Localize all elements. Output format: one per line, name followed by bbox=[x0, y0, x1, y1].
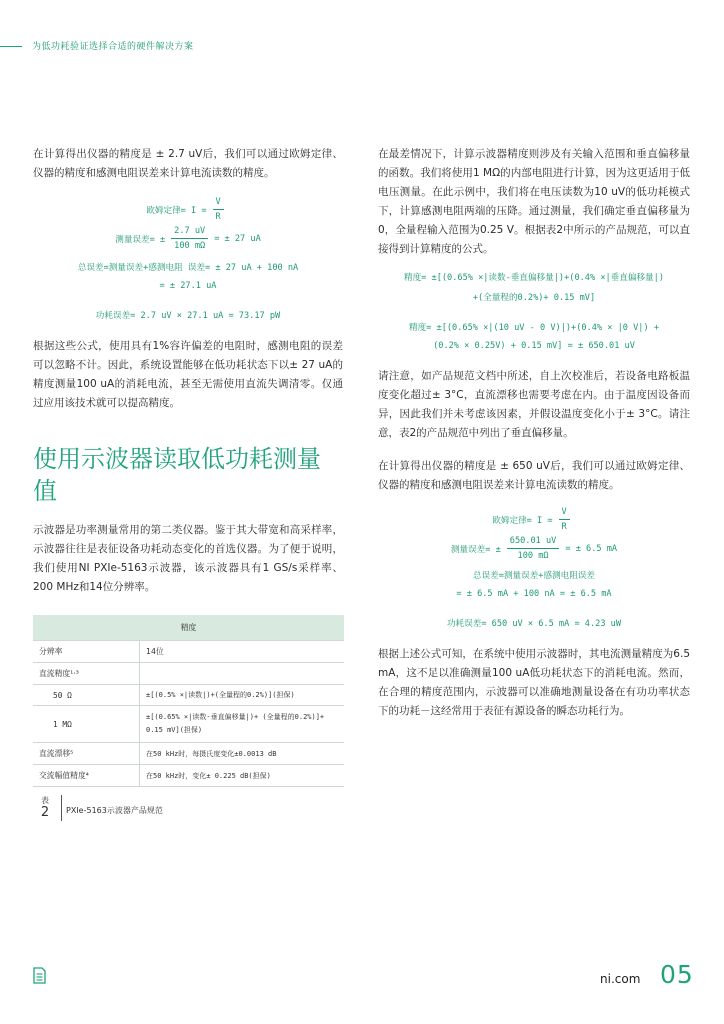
table-row bbox=[33, 706, 344, 743]
ohms-law-label: 欧姆定律= I = bbox=[492, 515, 553, 526]
right-paragraph-2: 请注意，如产品规范文档中所述，自上次校准后，若设备电路板温度变化超过± 3°C，直流漂移也需要考虑在内。由于温度因设备而异，因此我们并未考虑该因素，并假设温度变化小于± 3°C。请注意，表2的产品规范中列出了垂直偏移量。 bbox=[378, 370, 690, 439]
table-row bbox=[33, 641, 344, 663]
table-cell-key: 直流漂移⁵ bbox=[33, 743, 140, 765]
right-paragraph-1: 在最差情况下，计算示波器精度则涉及有关输入范围和垂直偏移量的函数。我们将使用1 MΩ的内部电阻进行计算，因为这更适用于低电压测量。在此示例中，我们将在电压读数为10 uV的低功耗模式下，计算感测电阻两端的压降。通过测量，我们确定垂直偏移量为0，全量程输入范围为0.25 V。根据表2中所示的产品规范，可以直接得到计算精度的公式。 bbox=[378, 148, 690, 255]
power-error-equation: 功耗误差= 2.7 uV × 27.1 uA = 73.17 pW bbox=[95, 311, 281, 321]
left-column bbox=[33, 145, 343, 821]
left-paragraph-2: 根据这些公式，使用具有1%容许偏差的电阻时，感测电阻的误差可以忽略不计。因此，系统设置能够在低功耗状态下以± 27 uA的精度测量100 uA的消耗电流，甚至无需使用直流失调清零。仅通过应用该技术就可以提高精度。 bbox=[33, 340, 343, 409]
left-paragraph-1: 在计算得出仪器的精度是 ± 2.7 uV后，我们可以通过欧姆定律、仪器的精度和感测电阻误差来计算电流读数的精度。 bbox=[33, 148, 343, 179]
right-column bbox=[378, 145, 690, 721]
table-row bbox=[33, 765, 344, 787]
table-cell-key: 50 Ω bbox=[33, 685, 140, 706]
table-caption bbox=[33, 795, 343, 821]
measurement-error-label: 测量误差= ± bbox=[450, 544, 501, 555]
caption-divider bbox=[61, 795, 62, 821]
spec-table-header-row bbox=[33, 615, 344, 641]
caption-text: PXIe-5163示波器产品规范 bbox=[66, 806, 163, 815]
right-paragraph-3: 在计算得出仪器的精度是 ± 650 uV后，我们可以通过欧姆定律、仪器的精度和感测电阻误差来计算电流读数的精度。 bbox=[378, 460, 690, 491]
table-cell-key: 直流精度¹·³ bbox=[33, 663, 140, 685]
table-cell-key: 分辨率 bbox=[33, 641, 140, 663]
total-error-line-1: 总误差=测量误差+感测电阻误差 bbox=[472, 571, 596, 581]
header-rule bbox=[0, 46, 22, 47]
power-error-equation: 功耗误差= 650 uV × 6.5 mA = 4.23 uW bbox=[446, 619, 622, 629]
measurement-error-numerator: 2.7 uV bbox=[171, 226, 208, 239]
table-cell-value: 14位 bbox=[140, 641, 345, 663]
table-row bbox=[33, 685, 344, 706]
table-cell-key: 交流幅值精度⁴ bbox=[33, 765, 140, 787]
table-cell-value: ±[(0.5% ×|读数|)+(全量程的0.2%)](担保) bbox=[140, 685, 345, 706]
section-heading: 使用示波器读取低功耗测量值 bbox=[33, 445, 321, 505]
total-error-line-2: = ± 27.1 uA bbox=[159, 281, 217, 291]
right-paragraph-4: 根据上述公式可知，在系统中使用示波器时，其电流测量精度为6.5 mA，这不足以准确测量100 uA低功耗状态下的消耗电流。然而，在合理的精度范围内，示波器可以准确地测量设备在有功功率状态下的功耗－这经常用于表征有源设备的瞬态功耗行为。 bbox=[378, 648, 690, 717]
spec-table bbox=[33, 615, 344, 787]
spec-table-header: 精度 bbox=[33, 615, 344, 641]
table-cell-value: 在50 kHz时，变化± 0.225 dB(担保) bbox=[140, 765, 345, 787]
accuracy-result-line-1: 精度= ±[(0.65% ×|(10 uV - 0 V)|)+(0.4% × |0 V|) + bbox=[408, 323, 659, 333]
ohms-law-numerator: V bbox=[559, 507, 570, 520]
ohms-law-denominator: R bbox=[215, 212, 221, 222]
document-icon[interactable] bbox=[33, 967, 46, 984]
total-error-line-2: = ± 6.5 mA + 100 nA = ± 6.5 mA bbox=[456, 589, 612, 599]
caption-tag-number: 2 bbox=[40, 805, 50, 820]
ohms-law-fraction bbox=[213, 197, 224, 222]
accuracy-formula-line-2: +(全量程的0.2%)+ 0.15 mV] bbox=[472, 293, 596, 303]
measurement-error-fraction bbox=[507, 536, 560, 561]
ohms-law-equation bbox=[33, 197, 343, 222]
measurement-error-numerator: 650.01 uV bbox=[507, 536, 560, 549]
accuracy-formula-line-1: 精度= ±[(0.65% ×|读数-垂直偏移量|)+(0.4% ×|垂直偏移量|) bbox=[403, 273, 664, 283]
measurement-error-fraction bbox=[171, 226, 208, 251]
total-error-line-1: 总误差=测量误差+感测电阻 误差= ± 27 uA + 100 nA bbox=[77, 263, 299, 273]
footer-site-link[interactable]: ni.com bbox=[600, 972, 641, 986]
ohms-law-numerator: V bbox=[213, 197, 224, 210]
left-paragraph-3: 示波器是功率测量常用的第二类仪器。鉴于其大带宽和高采样率，示波器往往是表征设备功耗动态变化的首选仪器。为了便于说明，我们使用NI PXIe-5163示波器，该示波器具有1 GS/s采样率、200 MHz和14位分辨率。 bbox=[33, 524, 343, 593]
measurement-error-denominator: 100 mΩ bbox=[174, 241, 206, 251]
ohms-law-label: 欧姆定律= I = bbox=[146, 205, 207, 216]
table-cell-value: 在50 kHz时，每摄氏度变化±0.0013 dB bbox=[140, 743, 345, 765]
measurement-error-result: = ± 6.5 mA bbox=[565, 543, 618, 554]
table-cell-value bbox=[140, 663, 345, 685]
running-title: 为低功耗验证选择合适的硬件解决方案 bbox=[32, 42, 194, 52]
table-row bbox=[33, 663, 344, 685]
measurement-error-result: = ± 27 uA bbox=[214, 233, 261, 244]
ohms-law-fraction bbox=[559, 507, 570, 532]
measurement-error-equation bbox=[378, 536, 690, 561]
page-number: 05 bbox=[660, 960, 694, 989]
table-cell-value: ±[(0.65% ×|读数-垂直偏移量|)+ (全量程的0.2%)]+ 0.15 mV](担保) bbox=[140, 706, 345, 743]
measurement-error-label: 测量误差= ± bbox=[115, 234, 166, 245]
ohms-law-denominator: R bbox=[561, 522, 567, 532]
measurement-error-denominator: 100 mΩ bbox=[517, 551, 549, 561]
accuracy-result-line-2: (0.2% × 0.25V) + 0.15 mV] = ± 650.01 uV bbox=[433, 341, 635, 351]
ohms-law-equation bbox=[378, 507, 690, 532]
table-row bbox=[33, 743, 344, 765]
right-equations bbox=[378, 507, 690, 629]
table-cell-key: 1 MΩ bbox=[33, 706, 140, 743]
left-equations bbox=[33, 197, 343, 321]
measurement-error-equation bbox=[33, 226, 343, 251]
caption-tag-label: 表 bbox=[41, 796, 49, 805]
caption-tag bbox=[33, 795, 57, 819]
